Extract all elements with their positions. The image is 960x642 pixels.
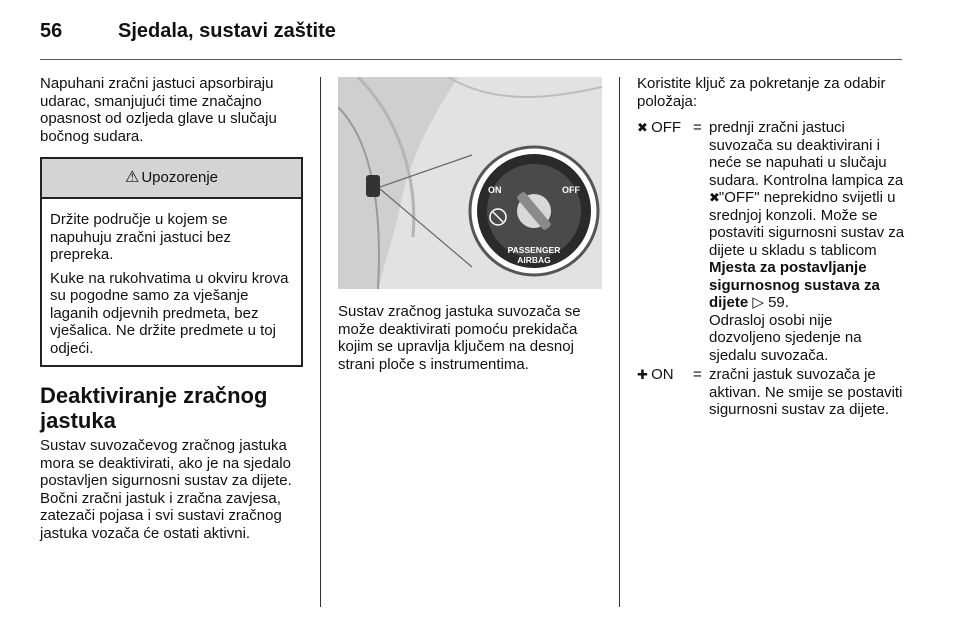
column-divider-1	[320, 77, 321, 607]
switch-label-airbag: AIRBAG	[517, 255, 551, 265]
intro-paragraph: Napuhani zračni jastuci apsorbiraju udarac, smanjujući time značajno opasnost od ozljeda glave u slučaju bočnog sudara.	[40, 75, 277, 145]
warning-paragraph-1: Držite područje u kojem se napuhuju zračni jastuci bez prepreka.	[50, 211, 231, 263]
separator-on: =	[693, 366, 702, 383]
header-rule	[40, 59, 902, 60]
section-heading: Deaktiviranje zračnog jastuka	[40, 383, 268, 433]
chapter-title: Sjedala, sustavi zaštite	[118, 20, 336, 42]
warning-box	[40, 157, 303, 367]
column-right	[637, 75, 905, 419]
airbag-off-lamp-icon: ✖	[709, 190, 719, 205]
term-on: ON	[651, 366, 674, 383]
column-middle	[338, 75, 603, 373]
definition-off-text: prednji zračni jastuci suvozača su deaktivirani i neće se napuhati u slučaju sudara. Kontrolna lampica za ✖"OFF" neprekidno svijetli u srednjoj konzoli. Može se postaviti sigurnosni sustav za dijete u skladu s tablicom Mjesta za postavljanje sigurnosnog sustava za dijete ▷ 59. Odrasloj osobi nije dozvoljeno sjedenje na sjedalu suvozača.	[709, 119, 905, 364]
term-off: OFF	[651, 119, 682, 136]
warning-triangle-icon: ⚠	[124, 169, 140, 187]
cross-reference-link[interactable]: Mjesta za postavljanje sigurnosnog sustava za dijete	[709, 259, 880, 311]
section-body: Sustav suvozačevog zračnog jastuka mora se deaktivirati, ako je na sjedalo postavljen sigurnosni sustav za dijete. Bočni zračni jastuk i zračna zavjesa, zatezači pojasa i svi sustavi zračnog jastuka vozača će ostati aktivni.	[40, 437, 292, 542]
page-header	[40, 20, 902, 60]
airbag-switch-illustration	[338, 77, 602, 289]
instruction-paragraph: Koristite ključ za pokretanje za odabir položaja:	[637, 75, 886, 110]
page-number: 56	[40, 20, 63, 42]
warning-body	[42, 199, 301, 365]
definition-on	[637, 366, 905, 419]
column-left	[40, 75, 305, 542]
airbag-on-icon: ✚	[637, 367, 647, 382]
definition-off-text-2: Odrasloj osobi nije dozvoljeno sjedenje na sjedalu suvozača.	[709, 311, 862, 364]
arrow-right-icon: ▷	[752, 294, 764, 311]
airbag-off-icon: ✖	[637, 120, 647, 135]
switch-label-passenger: PASSENGER	[507, 245, 561, 255]
column-divider-2	[619, 77, 620, 607]
definition-on-text: zračni jastuk suvozača je aktivan. Ne smije se postaviti sigurnosni sustav za dijete.	[709, 366, 903, 418]
definition-off	[637, 119, 905, 364]
warning-title: Upozorenje	[141, 169, 219, 187]
airbag-switch-figure	[338, 77, 602, 289]
warning-header	[42, 159, 301, 199]
page-reference[interactable]: ▷ 59.	[752, 294, 789, 311]
switch-label-off: OFF	[562, 185, 580, 195]
switch-label-on: ON	[488, 185, 502, 195]
warning-paragraph-2: Kuke na rukohvatima u okviru krova su pogodne samo za vješanje laganih odjevnih predmeta, bez vješalica. Ne držite predmete u toj odjeći.	[50, 269, 289, 357]
figure-caption: Sustav zračnog jastuka suvozača se može deaktivirati pomoću prekidača kojim se upravlja ključem na desnoj strani ploče s instrumentima.	[338, 303, 581, 373]
separator-off: =	[693, 119, 702, 136]
